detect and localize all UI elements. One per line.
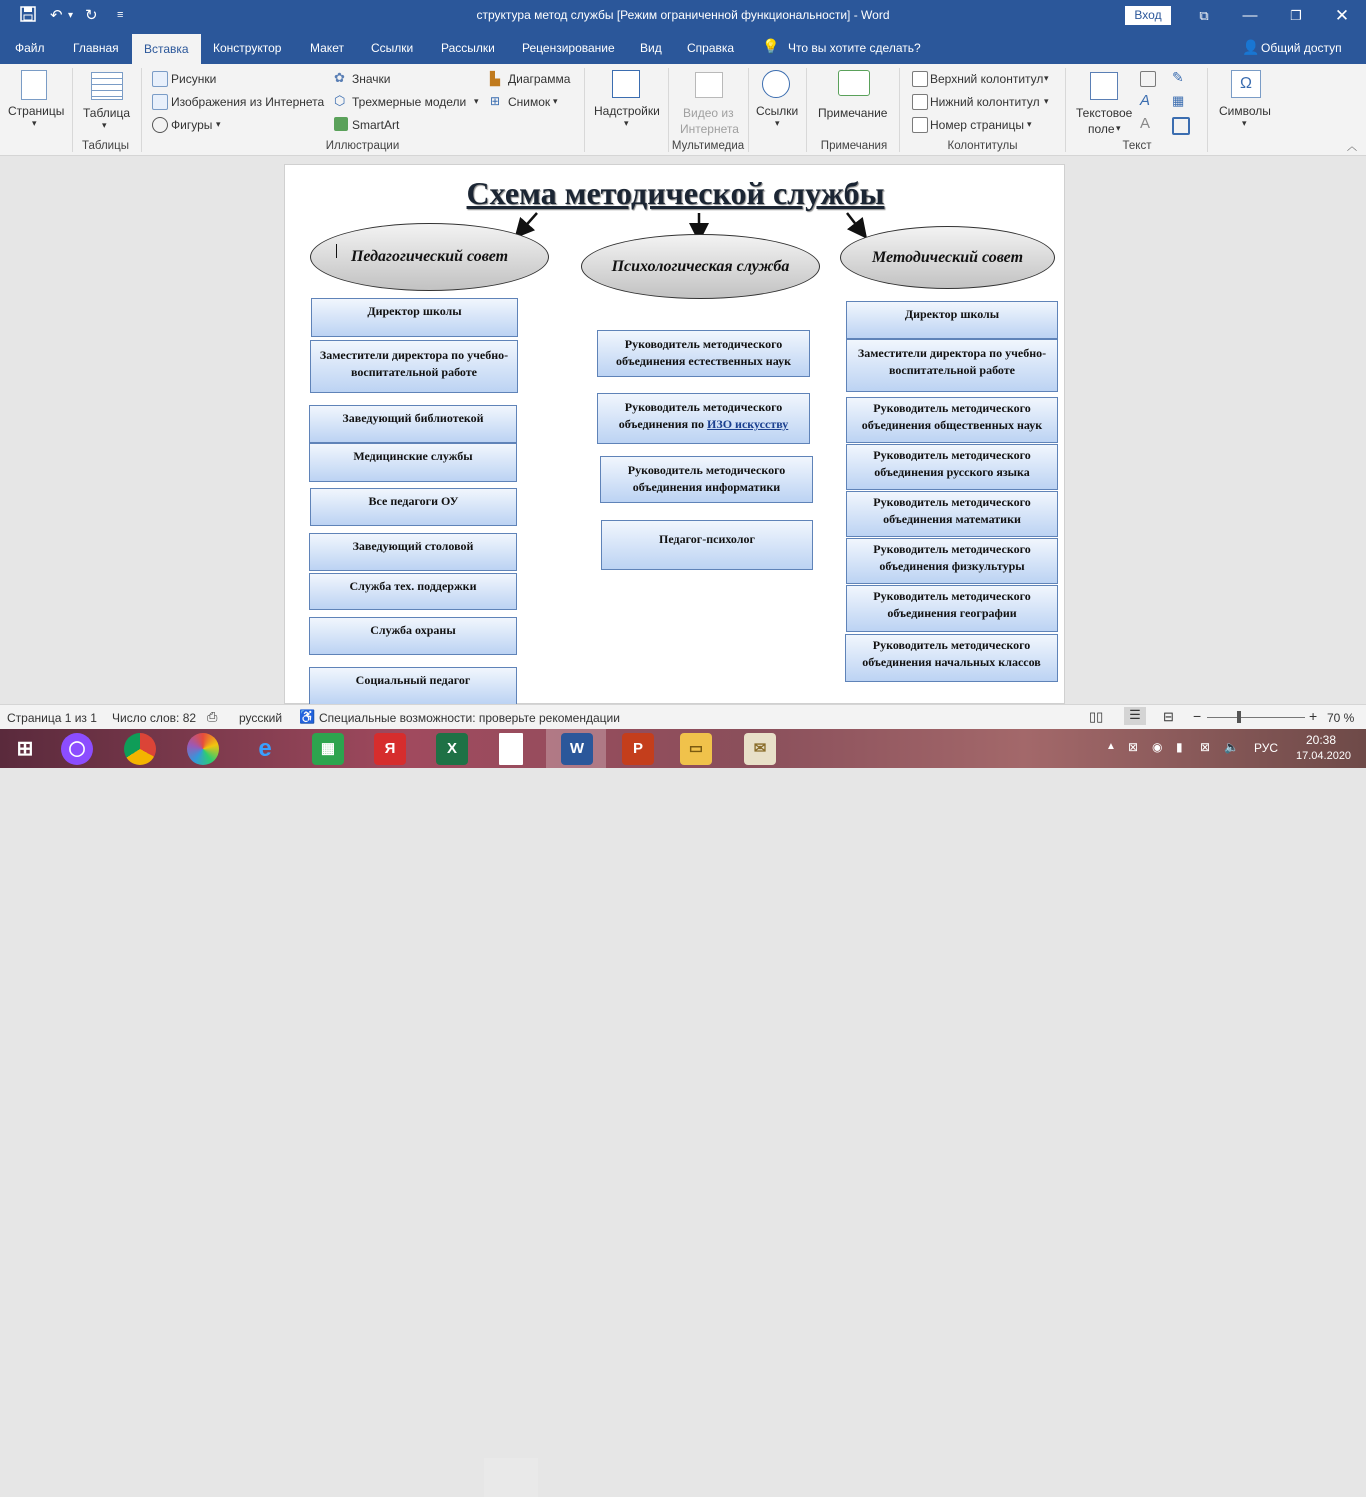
table-button[interactable]: Таблица	[83, 106, 131, 120]
left-box[interactable]: Заместители директора по учебно-воспитательной работе	[310, 340, 518, 393]
text-cursor	[336, 244, 337, 258]
symbols-button[interactable]: Символы	[1219, 104, 1271, 118]
right-box[interactable]: Руководитель методического объединения географии	[846, 585, 1058, 632]
left-box[interactable]: Служба охраны	[309, 617, 517, 655]
online-pictures-button[interactable]: Изображения из Интернета	[171, 95, 325, 109]
word-count[interactable]: Число слов: 82	[112, 711, 197, 725]
left-box[interactable]: Заведующий столовой	[309, 533, 517, 571]
collapse-ribbon-icon[interactable]: ︿	[1347, 142, 1357, 153]
tab-file[interactable]: Файл	[15, 41, 45, 55]
powerpoint-icon[interactable]: P	[622, 733, 654, 765]
undo-icon[interactable]: ↶	[50, 7, 63, 24]
zoom-slider[interactable]	[1207, 717, 1305, 718]
close-icon[interactable]: ✕	[1334, 6, 1350, 25]
shapes-icon	[152, 117, 168, 133]
zoom-out-button[interactable]: −	[1193, 708, 1202, 724]
left-box[interactable]: Медицинские службы	[309, 443, 517, 482]
textbox-icon	[1090, 72, 1118, 100]
footer-button[interactable]: Нижний колонтитул	[930, 95, 1040, 109]
separator	[584, 68, 585, 152]
links-icon	[762, 70, 790, 98]
separator	[899, 68, 900, 152]
zoom-level[interactable]: 70 %	[1327, 711, 1355, 725]
pages-icon	[21, 70, 47, 100]
header-dropdown-icon[interactable]: ▾	[1044, 73, 1049, 83]
illustrations-group-label: Иллюстрации	[325, 140, 400, 152]
ie-icon[interactable]: e	[258, 735, 272, 762]
center-box[interactable]: Руководитель методического объединения естественных наук	[597, 330, 810, 377]
screenshot-icon: ⊞	[490, 94, 501, 108]
window-title: структура метод службы [Режим ограниченной функциональности] - Word	[476, 8, 890, 22]
separator	[72, 68, 73, 152]
icons-icon: ✿	[334, 70, 345, 85]
redo-icon[interactable]: ↻	[85, 7, 98, 24]
wordart-icon[interactable]: A	[1140, 92, 1151, 109]
chrome-icon[interactable]	[124, 733, 156, 765]
textbox-label-2[interactable]: поле	[1088, 122, 1115, 136]
smartart-icon	[334, 117, 348, 131]
header-icon	[912, 71, 928, 87]
ellipse-pedagogical-council[interactable]: Педагогический совет	[310, 223, 549, 291]
ellipse-psychological-service[interactable]: Психологическая служба	[581, 234, 820, 299]
date-time-icon[interactable]: ▦	[1172, 93, 1185, 108]
windows-start-icon[interactable]: ⊞	[16, 738, 34, 760]
proofing-icon[interactable]: ⎙	[207, 709, 218, 724]
web-layout-icon[interactable]: ⊟	[1163, 709, 1174, 724]
tab-references[interactable]: Ссылки	[371, 41, 414, 55]
ribbon	[0, 64, 1366, 156]
left-box[interactable]: Директор школы	[311, 298, 518, 337]
language-indicator[interactable]: русский	[239, 711, 283, 725]
table-icon	[91, 72, 123, 100]
word-icon[interactable]: W	[561, 733, 593, 765]
photos-icon[interactable]	[187, 733, 219, 765]
picture-icon	[152, 71, 168, 87]
shapes-dropdown-icon[interactable]: ▾	[216, 119, 221, 129]
tray-chevron-icon[interactable]: ▲	[1106, 741, 1116, 752]
document-title: Схема методической службы	[466, 175, 885, 211]
pages-dropdown-icon[interactable]: ▾	[32, 118, 37, 128]
center-box[interactable]: Педагог-психолог	[601, 520, 813, 570]
online-picture-icon	[152, 94, 168, 110]
signin-button[interactable]: Вход	[1125, 6, 1171, 25]
accessibility-icon: ♿	[299, 709, 316, 724]
ribbon-tabs	[0, 32, 1366, 64]
object-icon[interactable]	[1172, 117, 1190, 135]
center-box-text: Руководитель методического объединения по	[618, 400, 783, 432]
separator	[806, 68, 807, 152]
left-box[interactable]: Все педагоги ОУ	[310, 488, 517, 526]
tray-antivirus-icon[interactable]: ◉	[1152, 740, 1163, 754]
left-box[interactable]: Служба тех. поддержки	[309, 573, 517, 610]
tables-group-label: Таблицы	[82, 140, 129, 152]
center-box-link[interactable]: ИЗО искусству	[707, 417, 789, 432]
tray-network-icon[interactable]: ⊠	[1128, 740, 1139, 754]
smartart-button[interactable]: SmartArt	[352, 118, 400, 132]
addins-button[interactable]: Надстройки	[594, 104, 660, 118]
drop-cap-icon[interactable]: A	[1140, 115, 1151, 132]
separator	[1065, 68, 1066, 152]
icons-button[interactable]: Значки	[352, 72, 391, 86]
addins-icon	[612, 70, 640, 98]
right-box[interactable]: Руководитель методического объединения начальных классов	[845, 634, 1058, 682]
textbox-label-1[interactable]: Текстовое	[1076, 106, 1133, 120]
page-count[interactable]: Страница 1 из 1	[7, 711, 97, 725]
right-box[interactable]: Руководитель методического объединения математики	[846, 491, 1058, 537]
online-video-label-2: Интернета	[680, 122, 739, 136]
tab-home[interactable]: Главная	[73, 41, 119, 55]
screenshot-dropdown-icon[interactable]: ▾	[553, 96, 558, 106]
restore-icon[interactable]: ❐	[1290, 8, 1302, 23]
center-box[interactable]: Руководитель методического объединения информатики	[600, 456, 813, 503]
document-page[interactable]	[284, 164, 1065, 704]
page-number-button[interactable]: Номер страницы	[930, 118, 1024, 132]
center-box[interactable]	[597, 393, 810, 444]
store-icon[interactable]: ▦	[312, 733, 344, 765]
minimize-icon[interactable]: —	[1242, 7, 1258, 24]
customize-icon[interactable]: ≡	[117, 9, 124, 21]
yandex-icon[interactable]: Я	[374, 733, 406, 765]
chart-icon: ▙	[490, 71, 500, 86]
print-layout-icon[interactable]: ☰	[1124, 707, 1146, 725]
taskbar-active-highlight	[484, 1458, 538, 1497]
separator	[668, 68, 669, 152]
separator	[1207, 68, 1208, 152]
tab-mailings[interactable]: Рассылки	[441, 41, 495, 55]
right-box[interactable]: Руководитель методического объединения русского языка	[846, 444, 1058, 490]
tray-date[interactable]: 17.04.2020	[1296, 750, 1352, 762]
separator	[748, 68, 749, 152]
read-mode-icon[interactable]: ▯▯	[1089, 709, 1104, 724]
taskbar	[0, 729, 1366, 768]
quick-parts-icon[interactable]	[1140, 71, 1156, 87]
omega-icon: Ω	[1231, 70, 1261, 98]
zoom-in-button[interactable]: +	[1309, 708, 1318, 724]
tell-me-search[interactable]: Что вы хотите сделать?	[788, 41, 921, 55]
chart-button[interactable]: Диаграмма	[508, 72, 571, 86]
page-number-dropdown-icon[interactable]: ▾	[1027, 119, 1032, 129]
tab-help[interactable]: Справка	[687, 41, 735, 55]
tab-review[interactable]: Рецензирование	[522, 41, 615, 55]
table-dropdown-icon[interactable]: ▾	[102, 120, 107, 130]
accessibility-status[interactable]: Специальные возможности: проверьте рекомендации	[319, 711, 620, 725]
certificate-icon[interactable]: ✉	[744, 733, 776, 765]
blank-doc-icon[interactable]	[499, 733, 523, 765]
alice-icon[interactable]: ◯	[61, 733, 93, 765]
media-group-label: Мультимедиа	[671, 140, 745, 152]
right-box[interactable]: Руководитель методического объединения общественных наук	[846, 397, 1058, 443]
status-bar	[0, 704, 1366, 730]
screenshot-button[interactable]: Снимок	[508, 95, 551, 109]
excel-icon[interactable]: X	[436, 733, 468, 765]
tray-time[interactable]: 20:38	[1306, 733, 1337, 747]
links-button[interactable]: Ссылки	[756, 104, 799, 118]
tab-design[interactable]: Конструктор	[213, 41, 282, 55]
comment-icon	[838, 70, 870, 96]
comment-button[interactable]: Примечание	[818, 106, 888, 120]
header-footer-group-label: Колонтитулы	[947, 140, 1018, 152]
arrow-right	[847, 213, 861, 231]
tray-language[interactable]: РУС	[1254, 741, 1279, 755]
arrow-left	[521, 213, 537, 231]
tray-volume-icon[interactable]: 🔈	[1224, 740, 1239, 754]
tab-layout[interactable]: Макет	[310, 41, 344, 55]
separator	[141, 68, 142, 152]
tray-battery-icon[interactable]: ▮	[1176, 740, 1183, 754]
zoom-slider-thumb[interactable]	[1237, 711, 1241, 723]
page-number-icon	[912, 117, 928, 133]
tray-wifi-icon[interactable]: ⊠	[1200, 740, 1211, 754]
tab-view[interactable]: Вид	[640, 41, 662, 55]
ellipse-methodical-council[interactable]: Методический совет	[840, 226, 1055, 289]
left-box[interactable]: Заведующий библиотекой	[309, 405, 517, 443]
pictures-button[interactable]: Рисунки	[171, 72, 217, 86]
addins-dropdown-icon[interactable]: ▾	[624, 118, 629, 128]
left-box[interactable]: Социальный педагог	[309, 667, 517, 705]
textbox-dropdown-icon[interactable]: ▾	[1116, 123, 1121, 133]
3d-models-icon: ⬡	[334, 93, 346, 108]
footer-icon	[912, 94, 928, 110]
title-bar	[0, 0, 1366, 32]
footer-dropdown-icon[interactable]: ▾	[1044, 96, 1049, 106]
right-box[interactable]: Директор школы	[846, 301, 1058, 339]
comments-group-label: Примечания	[820, 140, 888, 152]
header-button[interactable]: Верхний колонтитул	[930, 72, 1044, 86]
3d-models-dropdown-icon[interactable]: ▾	[474, 96, 479, 106]
online-video-icon	[695, 72, 723, 98]
text-group-label: Текст	[1122, 140, 1152, 152]
tab-insert[interactable]: Вставка	[132, 34, 201, 64]
pages-button[interactable]: Страницы	[8, 104, 65, 118]
shapes-button[interactable]: Фигуры	[171, 118, 213, 132]
3d-models-button[interactable]: Трехмерные модели	[352, 95, 467, 109]
symbols-dropdown-icon[interactable]: ▾	[1242, 118, 1247, 128]
right-box[interactable]: Заместители директора по учебно-воспитательной работе	[846, 339, 1058, 392]
online-video-label-1: Видео из	[683, 106, 734, 120]
links-dropdown-icon[interactable]: ▾	[775, 118, 780, 128]
right-box[interactable]: Руководитель методического объединения физкультуры	[846, 538, 1058, 584]
file-explorer-icon[interactable]: ▭	[680, 733, 712, 765]
lightbulb-icon: 💡	[762, 38, 780, 54]
undo-dropdown-icon[interactable]: ▾	[68, 10, 74, 21]
share-button[interactable]: Общий доступ	[1261, 41, 1342, 55]
ribbon-display-icon[interactable]: ⧉	[1199, 8, 1209, 23]
person-icon: 👤	[1242, 39, 1260, 55]
signature-line-icon[interactable]: ✎	[1172, 69, 1184, 85]
